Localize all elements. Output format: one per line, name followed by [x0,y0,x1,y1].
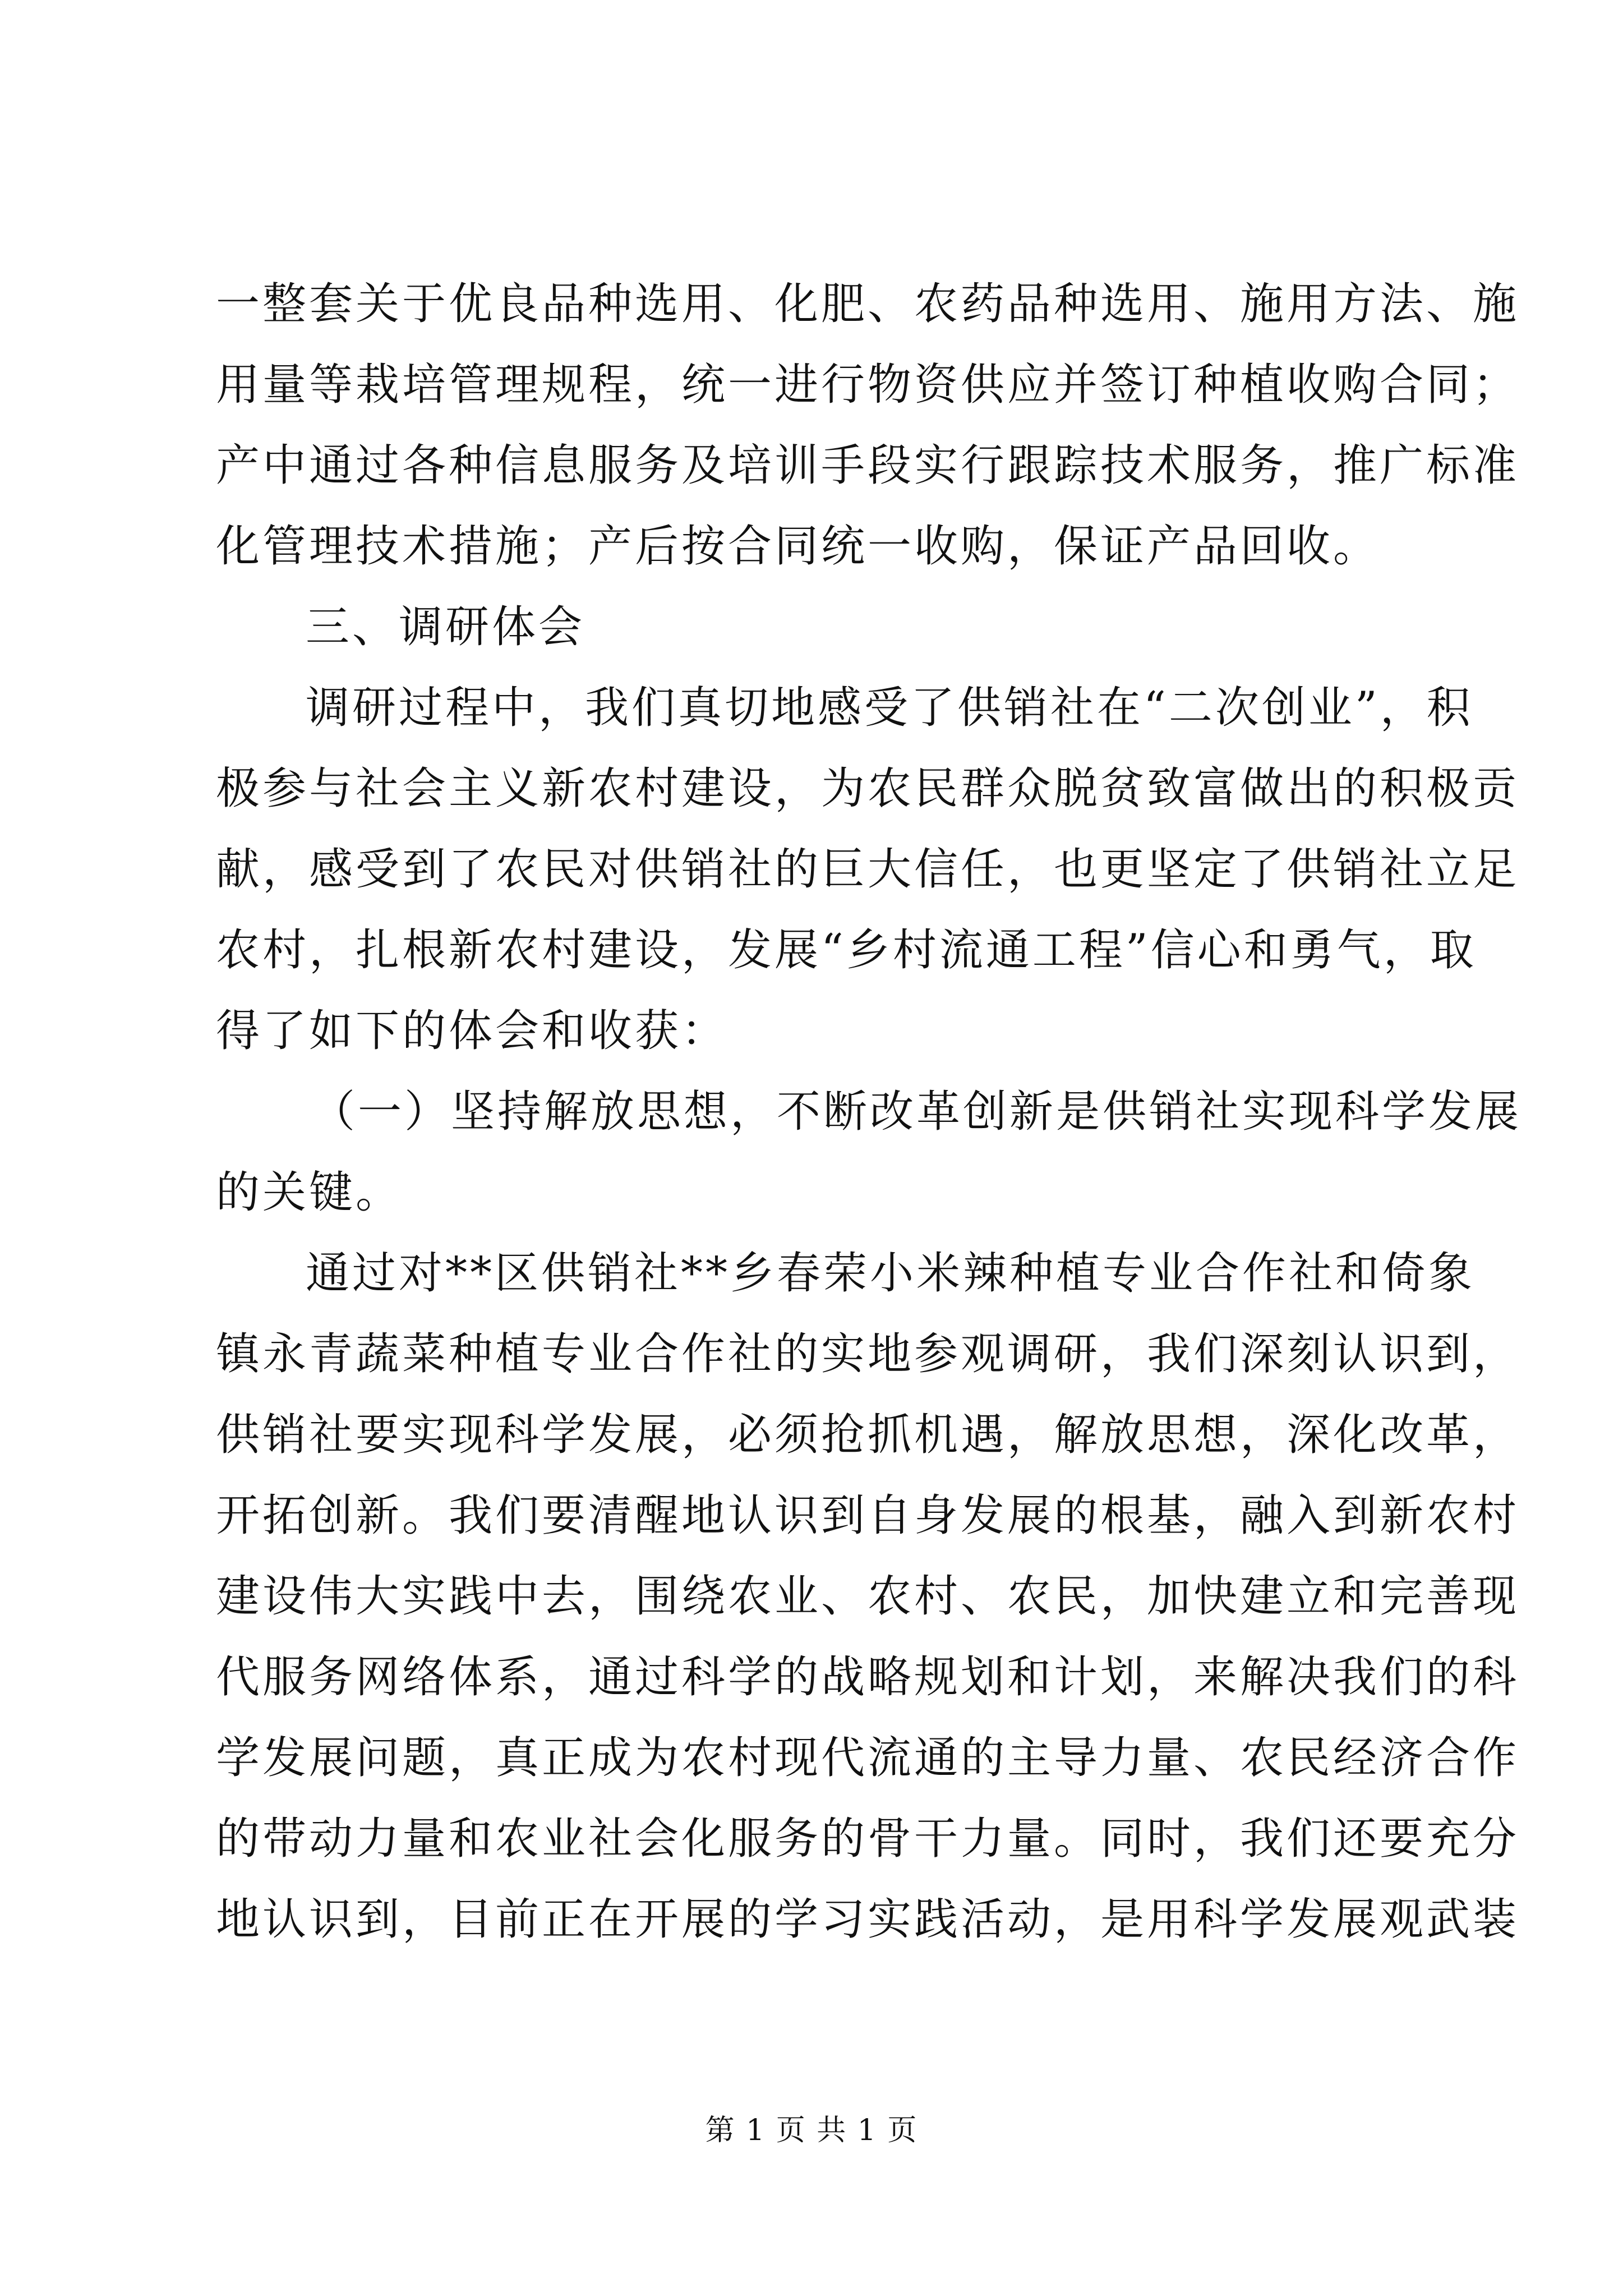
text-line: 的带动力量和农业社会化服务的骨干力量。同时，我们还要充分 [216,1814,1520,1864]
text-line: 用量等栽培管理规程，统一进行物资供应并签订种植收购合同； [216,360,1520,410]
text-line: 一整套关于优良品种选用、化肥、农药品种选用、施用方法、施 [216,279,1520,329]
text-line: 地认识到，目前正在开展的学习实践活动，是用科学发展观武装 [216,1894,1520,1945]
text-line: 产中通过各种信息服务及培训手段实行跟踪技术服务，推广标准 [216,440,1520,491]
text-line: 调研过程中，我们真切地感受了供销社在“二次创业”，积 [306,683,1473,733]
text-line: 供销社要实现科学发展，必须抢抓机遇，解放思想，深化改革， [216,1410,1520,1460]
text-line: 开拓创新。我们要清醒地认识到自身发展的根基，融入到新农村 [216,1490,1520,1541]
subsection-heading: （一）坚持解放思想，不断改革创新是供销社实现科学发展 [311,1087,1522,1137]
text-line: 农村，扎根新农村建设，发展“乡村流通工程”信心和勇气，取 [216,925,1477,976]
page-footer: 第 1 页 共 1 页 [705,2114,918,2147]
text-line: 建设伟大实践中去，围绕农业、农村、农民，加快建立和完善现 [216,1571,1520,1622]
text-line: 化管理技术措施；产后按合同统一收购，保证产品回收。 [216,521,1380,572]
text-line: 学发展问题，真正成为农村现代流通的主导力量、农民经济合作 [216,1733,1520,1783]
text-line: 镇永青蔬菜种植专业合作社的实地参观调研，我们深刻认识到， [216,1329,1520,1379]
text-line: 通过对**区供销社**乡春荣小米辣种植专业合作社和倚象 [306,1248,1476,1299]
section-heading: 三、调研体会 [306,602,585,652]
text-line: 的关键。 [216,1167,403,1218]
text-line: 代服务网络体系，通过科学的战略规划和计划，来解决我们的科 [216,1652,1520,1703]
text-line: 得了如下的体会和收获： [216,1006,728,1056]
text-line: 极参与社会主义新农村建设，为农民群众脱贫致富做出的积极贡 [216,763,1520,814]
document-body [216,264,1522,1960]
text-line: 献，感受到了农民对供销社的巨大信任，也更坚定了供销社立足 [216,844,1520,895]
